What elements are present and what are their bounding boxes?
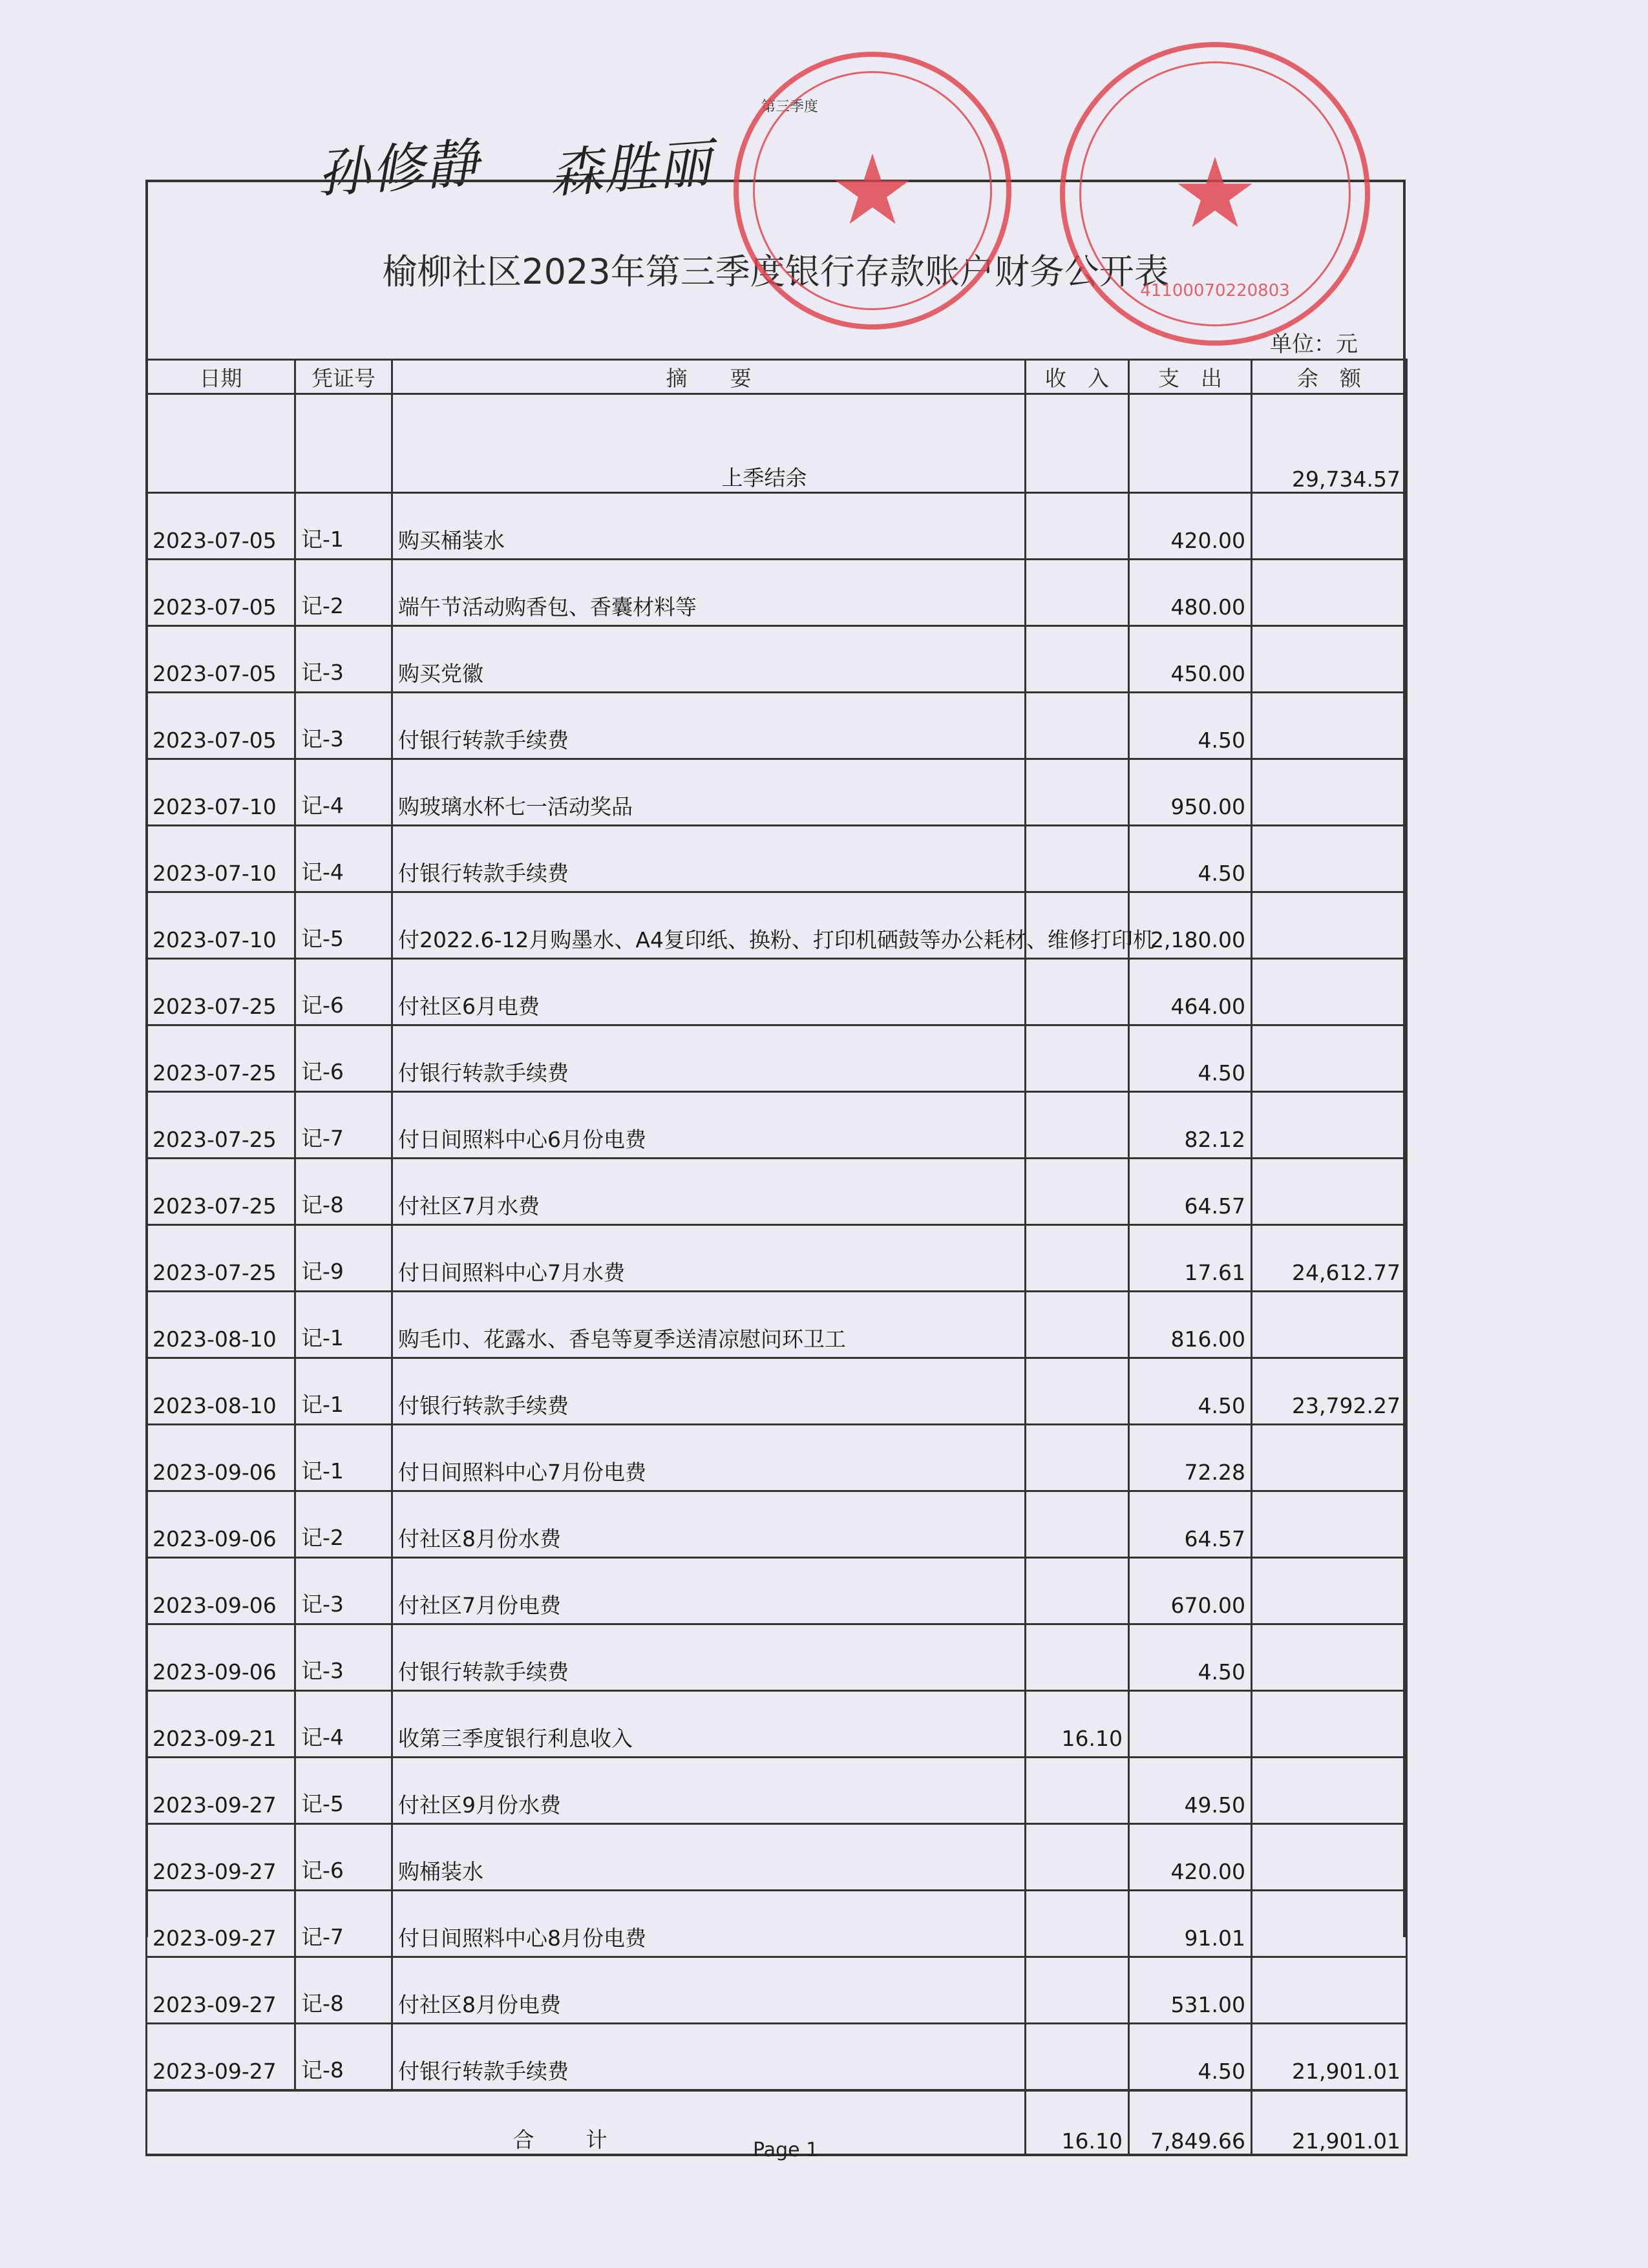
total-income: 16.10 xyxy=(1026,2090,1129,2155)
ledger-table xyxy=(145,359,1408,2156)
cell-date: 2023-07-25 xyxy=(147,1092,295,1159)
cell-date: 2023-08-10 xyxy=(147,1292,295,1358)
cell-voucher xyxy=(295,394,392,493)
cell-expense: 4.50 xyxy=(1129,2024,1252,2091)
cell-date: 2023-07-25 xyxy=(147,1159,295,1225)
cell-income xyxy=(1026,1358,1129,1425)
cell-expense: 420.00 xyxy=(1129,493,1252,560)
cell-expense: 49.50 xyxy=(1129,1758,1252,1824)
cell-voucher: 记-1 xyxy=(295,1292,392,1358)
cell-income xyxy=(1026,1025,1129,1092)
column-header-income: 收 入 xyxy=(1026,360,1129,394)
cell-balance: 23,792.27 xyxy=(1252,1358,1407,1425)
cell-income xyxy=(1026,1491,1129,1558)
seal-code: 41100070220803 xyxy=(1140,281,1290,300)
cell-voucher: 记-8 xyxy=(295,1957,392,2024)
table-row xyxy=(147,1159,1407,1225)
official-seal-1 xyxy=(734,52,1011,330)
table-row xyxy=(147,1491,1407,1558)
column-header-expense: 支 出 xyxy=(1129,360,1252,394)
cell-summary: 购买党徽 xyxy=(392,626,1026,693)
cell-date: 2023-09-27 xyxy=(147,1824,295,1891)
cell-expense: 82.12 xyxy=(1129,1092,1252,1159)
cell-date: 2023-07-05 xyxy=(147,693,295,759)
cell-expense: 4.50 xyxy=(1129,1358,1252,1425)
cell-balance xyxy=(1252,626,1407,693)
cell-summary: 付社区9月份水费 xyxy=(392,1758,1026,1824)
cell-voucher: 记-3 xyxy=(295,1624,392,1691)
official-seal-2 xyxy=(1060,42,1370,346)
table-title: 榆柳社区2023年第三季度银行存款账户财务公开表 xyxy=(382,251,1169,292)
table-row xyxy=(147,1758,1407,1824)
cell-summary: 付银行转款手续费 xyxy=(392,693,1026,759)
star-icon: ★ xyxy=(1171,138,1259,250)
total-expense: 7,849.66 xyxy=(1129,2090,1252,2155)
cell-income xyxy=(1026,394,1129,493)
signature-1: 孙修静 xyxy=(315,132,482,205)
table-row xyxy=(147,759,1407,826)
cell-summary: 购玻璃水杯七一活动奖品 xyxy=(392,759,1026,826)
cell-summary: 付2022.6-12月购墨水、A4复印纸、换粉、打印机硒鼓等办公耗材、维修打印机 xyxy=(392,892,1026,959)
cell-summary: 付社区7月水费 xyxy=(392,1159,1026,1225)
signature-2: 森胜丽 xyxy=(547,132,715,205)
column-header-date: 日期 xyxy=(147,360,295,394)
opening-balance-row xyxy=(147,394,1407,493)
table-row xyxy=(147,1624,1407,1691)
table-row xyxy=(147,1558,1407,1624)
cell-income xyxy=(1026,759,1129,826)
cell-summary: 付日间照料中心7月水费 xyxy=(392,1225,1026,1292)
table-row xyxy=(147,1358,1407,1425)
cell-income: 16.10 xyxy=(1026,1691,1129,1758)
cell-expense: 531.00 xyxy=(1129,1957,1252,2024)
opening-balance: 29,734.57 xyxy=(1252,394,1407,493)
cell-balance xyxy=(1252,693,1407,759)
cell-voucher: 记-6 xyxy=(295,959,392,1025)
cell-balance xyxy=(1252,1425,1407,1491)
cell-date: 2023-09-27 xyxy=(147,1957,295,2024)
cell-voucher: 记-8 xyxy=(295,1159,392,1225)
cell-balance xyxy=(1252,560,1407,626)
cell-date: 2023-07-10 xyxy=(147,892,295,959)
cell-summary: 付日间照料中心8月份电费 xyxy=(392,1891,1026,1957)
cell-income xyxy=(1026,1891,1129,1957)
cell-expense: 450.00 xyxy=(1129,626,1252,693)
cell-balance xyxy=(1252,826,1407,892)
cell-date: 2023-09-06 xyxy=(147,1425,295,1491)
table-row xyxy=(147,1092,1407,1159)
cell-expense: 816.00 xyxy=(1129,1292,1252,1358)
cell-voucher: 记-3 xyxy=(295,626,392,693)
table-row xyxy=(147,826,1407,892)
cell-summary: 付日间照料中心6月份电费 xyxy=(392,1092,1026,1159)
cell-expense xyxy=(1129,394,1252,493)
total-label: 合计 xyxy=(147,2090,1026,2155)
cell-summary: 付银行转款手续费 xyxy=(392,2024,1026,2091)
cell-date: 2023-07-05 xyxy=(147,560,295,626)
cell-balance xyxy=(1252,1758,1407,1824)
cell-expense: 91.01 xyxy=(1129,1891,1252,1957)
cell-income xyxy=(1026,693,1129,759)
cell-date xyxy=(147,394,295,493)
cell-summary: 付社区6月电费 xyxy=(392,959,1026,1025)
table-row xyxy=(147,1292,1407,1358)
cell-expense: 4.50 xyxy=(1129,826,1252,892)
cell-date: 2023-09-27 xyxy=(147,2024,295,2091)
header-row xyxy=(147,360,1407,394)
cell-date: 2023-07-10 xyxy=(147,826,295,892)
cell-summary: 付社区8月份水费 xyxy=(392,1491,1026,1558)
cell-voucher: 记-3 xyxy=(295,693,392,759)
cell-voucher: 记-9 xyxy=(295,1225,392,1292)
cell-balance: 21,901.01 xyxy=(1252,2024,1407,2091)
cell-voucher: 记-5 xyxy=(295,892,392,959)
cell-income xyxy=(1026,1092,1129,1159)
table-row xyxy=(147,892,1407,959)
cell-voucher: 记-1 xyxy=(295,1358,392,1425)
page-footer: Page 1 xyxy=(753,2139,819,2161)
cell-expense: 72.28 xyxy=(1129,1425,1252,1491)
table-row xyxy=(147,1025,1407,1092)
cell-summary: 购买桶装水 xyxy=(392,493,1026,560)
cell-date: 2023-09-27 xyxy=(147,1758,295,1824)
table-row xyxy=(147,693,1407,759)
cell-date: 2023-08-10 xyxy=(147,1358,295,1425)
cell-income xyxy=(1026,560,1129,626)
cell-voucher: 记-5 xyxy=(295,1758,392,1824)
cell-expense: 17.61 xyxy=(1129,1225,1252,1292)
table-row xyxy=(147,1957,1407,2024)
cell-summary: 付银行转款手续费 xyxy=(392,1358,1026,1425)
cell-balance xyxy=(1252,1159,1407,1225)
cell-summary: 付银行转款手续费 xyxy=(392,826,1026,892)
cell-expense xyxy=(1129,1691,1252,1758)
table-row xyxy=(147,1824,1407,1891)
cell-expense: 464.00 xyxy=(1129,959,1252,1025)
cell-voucher: 记-7 xyxy=(295,1891,392,1957)
cell-date: 2023-07-05 xyxy=(147,626,295,693)
cell-summary: 购桶装水 xyxy=(392,1824,1026,1891)
cell-expense: 4.50 xyxy=(1129,1624,1252,1691)
cell-voucher: 记-6 xyxy=(295,1824,392,1891)
cell-summary: 付社区7月份电费 xyxy=(392,1558,1026,1624)
cell-date: 2023-07-25 xyxy=(147,1025,295,1092)
cell-date: 2023-07-10 xyxy=(147,759,295,826)
cell-date: 2023-09-06 xyxy=(147,1624,295,1691)
cell-date: 2023-09-06 xyxy=(147,1491,295,1558)
cell-balance xyxy=(1252,1691,1407,1758)
cell-summary: 端午节活动购香包、香囊材料等 xyxy=(392,560,1026,626)
cell-income xyxy=(1026,959,1129,1025)
cell-summary: 收第三季度银行利息收入 xyxy=(392,1691,1026,1758)
cell-income xyxy=(1026,1225,1129,1292)
column-header-summary: 摘 要 xyxy=(392,360,1026,394)
cell-balance xyxy=(1252,1957,1407,2024)
cell-balance xyxy=(1252,1891,1407,1957)
cell-voucher: 记-1 xyxy=(295,1425,392,1491)
cell-income xyxy=(1026,826,1129,892)
cell-income xyxy=(1026,493,1129,560)
cell-summary: 购毛巾、花露水、香皂等夏季送清凉慰问环卫工 xyxy=(392,1292,1026,1358)
cell-balance xyxy=(1252,1025,1407,1092)
cell-expense: 420.00 xyxy=(1129,1824,1252,1891)
cell-date: 2023-07-25 xyxy=(147,959,295,1025)
cell-voucher: 记-2 xyxy=(295,1491,392,1558)
cell-voucher: 记-2 xyxy=(295,560,392,626)
cell-balance xyxy=(1252,1092,1407,1159)
cell-voucher: 记-3 xyxy=(295,1558,392,1624)
cell-expense: 2,180.00 xyxy=(1129,892,1252,959)
cell-date: 2023-09-27 xyxy=(147,1891,295,1957)
table-row xyxy=(147,1691,1407,1758)
cell-expense: 950.00 xyxy=(1129,759,1252,826)
cell-income xyxy=(1026,1159,1129,1225)
cell-voucher: 记-6 xyxy=(295,1025,392,1092)
column-header-voucher: 凭证号 xyxy=(295,360,392,394)
star-icon: ★ xyxy=(829,134,916,247)
table-row xyxy=(147,959,1407,1025)
cell-income xyxy=(1026,1624,1129,1691)
cell-balance xyxy=(1252,1558,1407,1624)
cell-summary: 付日间照料中心7月份电费 xyxy=(392,1425,1026,1491)
cell-summary: 付社区8月份电费 xyxy=(392,1957,1026,2024)
cell-income xyxy=(1026,626,1129,693)
cell-expense: 670.00 xyxy=(1129,1558,1252,1624)
table-row xyxy=(147,1425,1407,1491)
table-row xyxy=(147,1891,1407,1957)
table-row xyxy=(147,560,1407,626)
cell-balance xyxy=(1252,1292,1407,1358)
cell-balance xyxy=(1252,1824,1407,1891)
cell-expense: 4.50 xyxy=(1129,693,1252,759)
cell-voucher: 记-1 xyxy=(295,493,392,560)
total-balance: 21,901.01 xyxy=(1252,2090,1407,2155)
cell-income xyxy=(1026,2024,1129,2091)
cell-voucher: 记-8 xyxy=(295,2024,392,2091)
cell-balance xyxy=(1252,959,1407,1025)
cell-expense: 480.00 xyxy=(1129,560,1252,626)
cell-summary: 付银行转款手续费 xyxy=(392,1025,1026,1092)
opening-summary: 上季结余 xyxy=(392,394,1026,493)
page-header: 第三季度 xyxy=(761,99,819,115)
column-header-balance: 余 额 xyxy=(1252,360,1407,394)
cell-date: 2023-07-25 xyxy=(147,1225,295,1292)
cell-expense: 64.57 xyxy=(1129,1491,1252,1558)
cell-income xyxy=(1026,1758,1129,1824)
cell-date: 2023-09-21 xyxy=(147,1691,295,1758)
cell-balance xyxy=(1252,759,1407,826)
cell-income xyxy=(1026,1824,1129,1891)
table-row xyxy=(147,2024,1407,2091)
cell-income xyxy=(1026,1957,1129,2024)
cell-expense: 64.57 xyxy=(1129,1159,1252,1225)
cell-voucher: 记-4 xyxy=(295,759,392,826)
cell-balance: 24,612.77 xyxy=(1252,1225,1407,1292)
cell-balance xyxy=(1252,892,1407,959)
cell-date: 2023-09-06 xyxy=(147,1558,295,1624)
unit-label: 单位：元 xyxy=(1270,331,1358,357)
cell-summary: 付银行转款手续费 xyxy=(392,1624,1026,1691)
cell-voucher: 记-4 xyxy=(295,1691,392,1758)
table-row xyxy=(147,493,1407,560)
cell-date: 2023-07-05 xyxy=(147,493,295,560)
table-row xyxy=(147,626,1407,693)
cell-income xyxy=(1026,1558,1129,1624)
cell-income xyxy=(1026,1292,1129,1358)
table-row xyxy=(147,1225,1407,1292)
cell-balance xyxy=(1252,493,1407,560)
cell-voucher: 记-4 xyxy=(295,826,392,892)
cell-expense: 4.50 xyxy=(1129,1025,1252,1092)
cell-balance xyxy=(1252,1624,1407,1691)
cell-voucher: 记-7 xyxy=(295,1092,392,1159)
cell-balance xyxy=(1252,1491,1407,1558)
cell-income xyxy=(1026,1425,1129,1491)
